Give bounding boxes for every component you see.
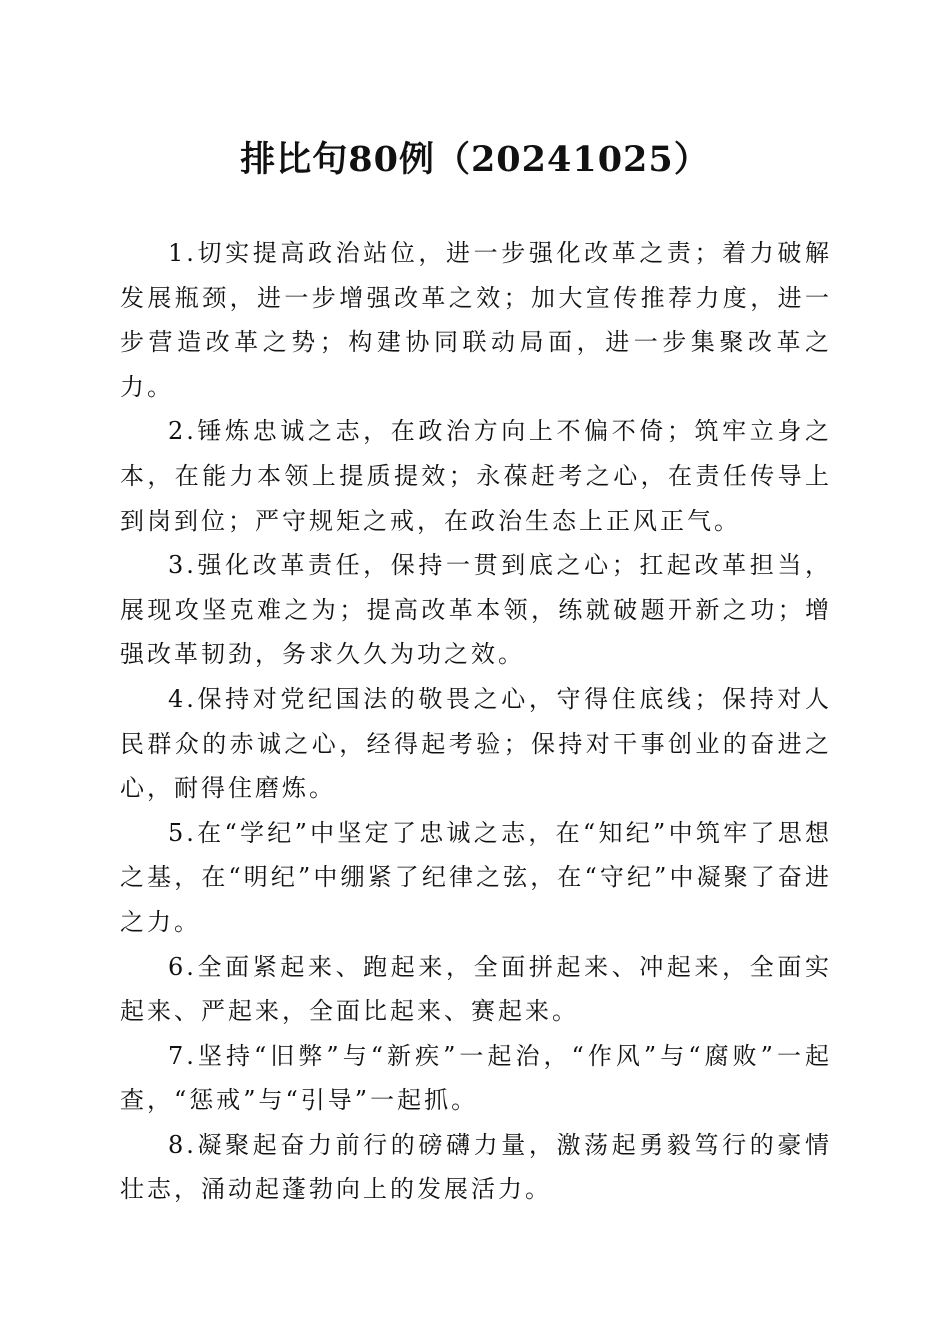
paragraph-5: 5.在“学纪”中坚定了忠诚之志，在“知纪”中筑牢了思想之基，在“明纪”中绷紧了纪律之弦，在“守纪”中凝聚了奋进之力。 — [120, 818, 832, 936]
paragraph-7: 7.坚持“旧弊”与“新疾”一起治，“作风”与“腐败”一起查，“惩戒”与“引导”一起抓。 — [120, 1041, 832, 1115]
paragraph-1: 1.切实提高政治站位，进一步强化改革之责；着力破解发展瓶颈，进一步增强改革之效；加大宣传推荐力度，进一步营造改革之势；构建协同联动局面，进一步集聚改革之力。 — [120, 239, 832, 401]
document-body — [120, 231, 832, 1212]
paragraph-3: 3.强化改革责任，保持一贯到底之心；扛起改革担当，展现攻坚克难之为；提高改革本领，练就破题开新之功；增强改革韧劲，务求久久为功之效。 — [120, 551, 832, 669]
paragraph-4: 4.保持对党纪国法的敬畏之心，守得住底线；保持对人民群众的赤诚之心，经得起考验；保持对干事创业的奋进之心，耐得住磨炼。 — [120, 684, 832, 803]
document-title: 排比句80例（20241025） — [240, 139, 710, 180]
paragraph-2: 2.锤炼忠诚之志，在政治方向上不偏不倚；筑牢立身之本，在能力本领上提质提效；永葆赶考之心，在责任传导上到岗到位；严守规矩之戒，在政治生态上正风正气。 — [120, 417, 832, 535]
paragraph-6: 6.全面紧起来、跑起来，全面拼起来、冲起来，全面实起来、严起来，全面比起来、赛起来。 — [120, 952, 832, 1026]
paragraph-8: 8.凝聚起奋力前行的磅礴力量，激荡起勇毅笃行的豪情壮志，涌动起蓬勃向上的发展活力。 — [120, 1130, 832, 1204]
